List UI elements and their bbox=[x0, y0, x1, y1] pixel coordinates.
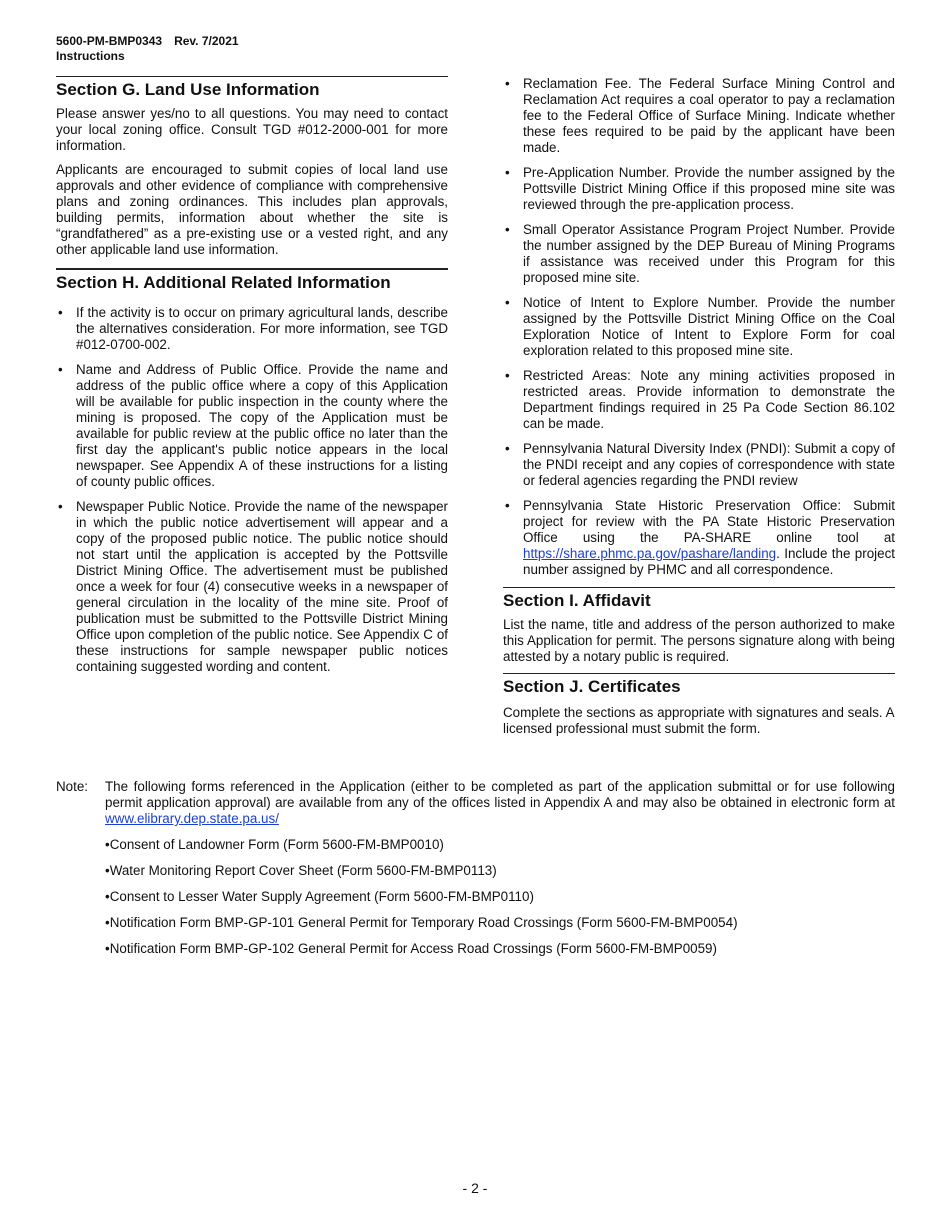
document-header bbox=[56, 34, 239, 64]
list-item: • Notification Form BMP-GP-101 General Permit for Temporary Road Crossings (Form 5600-FM-BMP0054) bbox=[105, 915, 895, 931]
list-item: • Notification Form BMP-GP-102 General Permit for Access Road Crossings (Form 5600-FM-BMP0059) bbox=[105, 941, 895, 957]
section-j-title: Section J. Certificates bbox=[503, 673, 895, 697]
header-subtitle: Instructions bbox=[56, 49, 125, 63]
section-j-text: Complete the sections as appropriate with signatures and seals. A licensed professional must submit the form. bbox=[503, 705, 894, 736]
section-g-title: Section G. Land Use Information bbox=[56, 76, 448, 100]
page-number: - 2 - bbox=[462, 1180, 488, 1196]
left-column bbox=[56, 76, 448, 684]
phmc-text-before: Pennsylvania State Historic Preservation Office: Submit project for review with the PA State Historic Preservation Office using the PA-SHARE online tool at bbox=[523, 498, 895, 545]
revision: Rev. 7/2021 bbox=[174, 34, 239, 48]
list-item: • Pre-Application Number. Provide the number assigned by the Pottsville District Mining Office if this proposed mine site was reviewed through the pre-application process. bbox=[503, 165, 895, 213]
section-g-paragraph-1: Please answer yes/no to all questions. You may need to contact your local zoning office. Consult TGD #012-2000-001 for more information. bbox=[56, 106, 448, 153]
list-item: • Pennsylvania Natural Diversity Index (PNDI): Submit a copy of the PNDI receipt and any copies of correspondence with state or federal agencies regarding the PNDI review bbox=[503, 441, 895, 489]
list-item: • Notice of Intent to Explore Number. Provide the number assigned by the Pottsville District Mining Office on the Coal Exploration Notice of Intent to Explore Form for coal exploration related to this proposed mine site. bbox=[503, 295, 895, 359]
list-item: • Water Monitoring Report Cover Sheet (Form 5600-FM-BMP0113) bbox=[105, 863, 895, 879]
section-g-paragraph-2: Applicants are encouraged to submit copies of local land use approvals and other evidence of compliance with comprehensive plans and zoning ordinances. This includes plan approvals, building permits, information about whether the site is “grandfathered” as a pre-existing use or a vested right, and any other applicable land use information. bbox=[56, 162, 448, 257]
list-item: • Consent to Lesser Water Supply Agreement (Form 5600-FM-BMP0110) bbox=[105, 889, 895, 905]
list-item: • Small Operator Assistance Program Project Number. Provide the number assigned by the DEP Bureau of Mining Programs if assistance was received under this Program for this proposed mine site. bbox=[503, 222, 895, 286]
phmc-text-after: . Include the project number assigned by PHMC and all correspondence. bbox=[523, 546, 895, 577]
list-item: • Name and Address of Public Office. Provide the name and address of the public office where a copy of this Application will be available for public inspection in the county where the mining is proposed. The copy of the Application must be available for public review at the public office no later than the first day the applicant's public notice appears in the local newspaper. See Appendix A of these instructions for a listing of county public offices. bbox=[56, 362, 448, 490]
note-body: The following forms referenced in the Application (either to be completed as part of the application submittal or for use following permit application approval) are available from any of the offices listed in Appendix A and may also be obtained in electronic form at bbox=[105, 779, 895, 810]
list-item: • Restricted Areas: Note any mining activities proposed in restricted areas. Provide information to demonstrate the Department findings required in 25 Pa Code Section 86.102 can be made. bbox=[503, 368, 895, 432]
note-label: Note: bbox=[56, 779, 89, 794]
note-text bbox=[105, 779, 895, 827]
elibrary-link[interactable]: www.elibrary.dep.state.pa.us/ bbox=[105, 811, 279, 826]
list-item: • Consent of Landowner Form (Form 5600-FM-BMP0010) bbox=[105, 837, 895, 853]
list-item: • Newspaper Public Notice. Provide the name of the newspaper in which the public notice advertisement will appear and a copy of the proposed public notice. The public notice should not start until the application is accepted by the Pottsville District Mining Office. The advertisement must be published once a week for four (4) consecutive weeks in a newspaper of general circulation in the locality of the mine site. Proof of publication must be submitted to the Pottsville District Mining Office upon completion of the public notice. See Appendix C of these instructions for sample newspaper public notices containing suggested wording and content. bbox=[56, 499, 448, 675]
section-h-title: Section H. Additional Related Information bbox=[56, 268, 448, 293]
phmc-link[interactable]: https://share.phmc.pa.gov/pashare/landing bbox=[523, 546, 777, 561]
section-i-text: List the name, title and address of the person authorized to make this Application for permit. The persons signature along with being attested by a notary public is required. bbox=[503, 617, 895, 664]
list-item-phmc bbox=[503, 498, 895, 578]
list-item: • If the activity is to occur on primary agricultural lands, describe the alternatives consideration. For more information, see TGD #012-0700-002. bbox=[56, 305, 448, 353]
section-h-list-continued bbox=[503, 76, 895, 578]
note-block bbox=[56, 779, 895, 967]
header-line-1 bbox=[56, 34, 239, 49]
list-item: • Reclamation Fee. The Federal Surface Mining Control and Reclamation Act requires a coal operator to pay a reclamation fee to the Federal Office of Surface Mining. Indicate whether these fees required to be paid by the applicant have been made. bbox=[503, 76, 895, 156]
forms-list bbox=[105, 837, 895, 957]
section-i-title: Section I. Affidavit bbox=[503, 587, 895, 611]
right-column bbox=[503, 76, 895, 745]
form-id: 5600-PM-BMP0343 bbox=[56, 34, 163, 48]
section-h-list bbox=[56, 305, 448, 675]
